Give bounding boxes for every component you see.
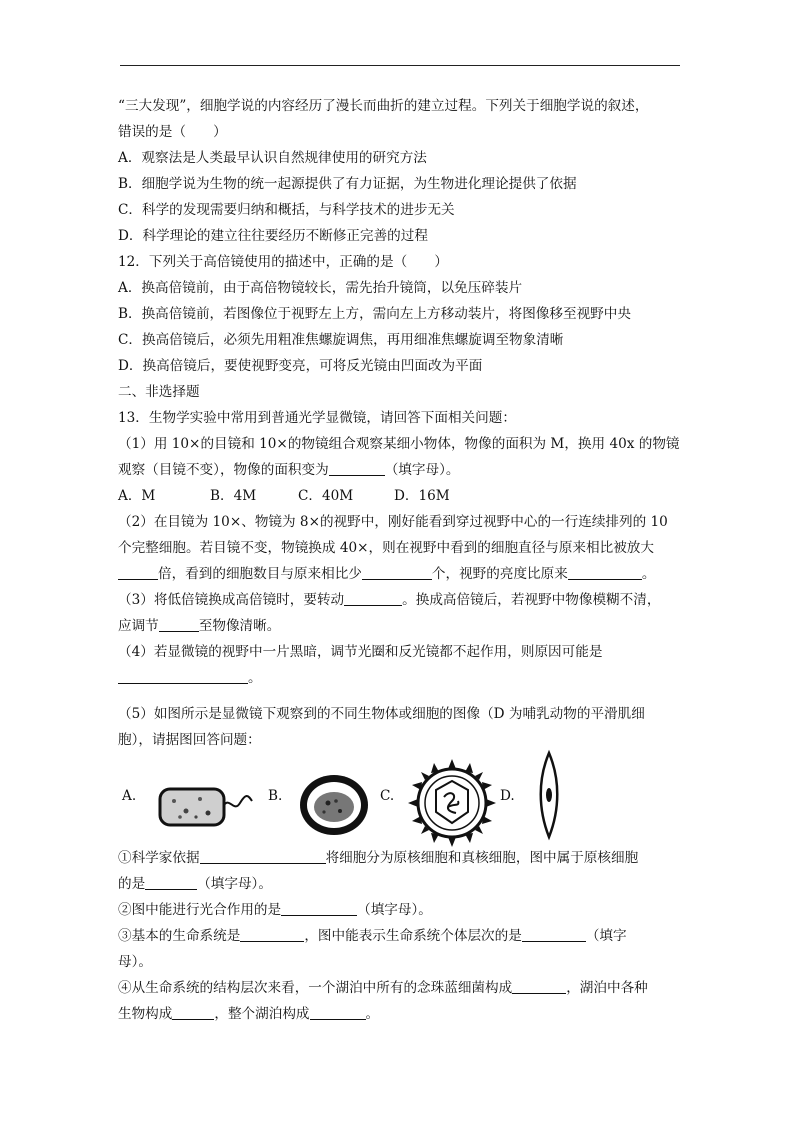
answer-blank[interactable] (172, 1004, 214, 1020)
answer-blank[interactable] (512, 978, 566, 994)
pollen-cell-image (406, 757, 498, 849)
q11-option-c: C．科学的发现需要归纳和概括，与科学技术的进步无关 (118, 202, 455, 218)
q13-sub3-line1 (118, 923, 684, 949)
q11-option-a: A．观察法是人类最早认识自然规律使用的研究方法 (118, 150, 427, 166)
answer-blank[interactable] (281, 900, 357, 916)
q13-sub2-text-a: ②图中能进行光合作用的是 (118, 902, 282, 918)
q13-sub1-text-c: 的是 (118, 876, 146, 892)
cell-figure (118, 757, 684, 845)
q13-part2-line2: 个完整细胞。若目镜不变，物镜换成 40×，则在视野中看到的细胞直径与原来相比被放大 (118, 540, 654, 556)
q11-option-d: D．科学理论的建立往往要经历不断修正完善的过程 (118, 228, 428, 244)
q13-part3-line1 (118, 587, 684, 613)
q13-option-d: D．16M (394, 488, 450, 504)
q13-part3-text-c: 应调节 (118, 618, 159, 634)
q13-sub1-text-d: （填字母）。 (197, 876, 272, 892)
q13-option-a: A．M (118, 488, 156, 504)
answer-blank[interactable] (118, 564, 158, 580)
section-heading: 二、非选择题 (118, 384, 200, 400)
q13-part4-suffix: 。 (248, 670, 262, 686)
q13-sub3-text-a: ③基本的生命系统是 (118, 928, 241, 944)
q12-option-d: D．换高倍镜后，要使视野变亮，可将反光镜由凹面改为平面 (118, 358, 483, 374)
q13-stem: 13．生物学实验中常用到普通光学显微镜，请回答下面相关问题： (118, 410, 516, 426)
q13-sub3-line2: 母）。 (118, 954, 152, 970)
q13-part1-suffix: （填字母）。 (384, 462, 460, 478)
q13-part4-line1: （4）若显微镜的视野中一片黑暗，调节光圈和反光镜都不起作用，则原因可能是 (118, 644, 603, 660)
q13-sub1-text-b: 将细胞分为原核细胞和真核细胞，图中属于原核细胞 (325, 850, 639, 866)
q13-sub3-text-c: （填字 (585, 928, 627, 944)
answer-blank[interactable] (522, 926, 586, 942)
q13-sub4-text-d: ，整个湖泊构成 (214, 1006, 310, 1022)
q13-part2-line1: （2）在目镜为 10×、物镜为 8×的视野中，刚好能看到穿过视野中心的一行连续排列的 10 (118, 514, 668, 530)
q13-part3-text-b: 。换成高倍镜后，若视野中物像模糊不清， (402, 592, 661, 608)
answer-blank[interactable] (118, 668, 248, 684)
q13-sub4-line2 (118, 1001, 684, 1027)
answer-blank[interactable] (200, 848, 326, 864)
q13-part2-text-b: 个，视野的亮度比原来 (431, 566, 568, 582)
q13-part5-line1: （5）如图所示是显微镜下观察到的不同生物体或细胞的图像（D 为哺乳动物的平滑肌细 (118, 706, 645, 722)
q13-part2-text-a: 倍，看到的细胞数目与原来相比少 (158, 566, 362, 582)
q13-part4-line2 (118, 665, 684, 691)
answer-blank[interactable] (362, 564, 432, 580)
q13-sub2 (118, 897, 684, 923)
q13-part3-line2 (118, 613, 684, 639)
q11-option-b: B．细胞学说为生物的统一起源提供了有力证据，为生物进化理论提供了依据 (118, 176, 577, 192)
q13-part1-line1: （1）用 10×的目镜和 10×的物镜组合观察某细小物体，物像的面积为 M，换用 40x 的物镜 (118, 436, 680, 452)
q13-part5-line2: 胞），请据图回答问题： (118, 732, 261, 748)
q13-option-c: C．40M (298, 488, 354, 504)
header-rule (120, 65, 680, 66)
q13-sub3-text-b: ，图中能表示生命系统个体层次的是 (304, 928, 522, 944)
q12-option-b: B．换高倍镜前，若图像位于视野左上方，需向左上方移动装片，将图像移至视野中央 (118, 306, 631, 322)
smooth-muscle-cell-image (532, 749, 566, 841)
figure-label-c: C. (380, 788, 395, 804)
q13-sub4-text-a: ④从生命系统的结构层次来看，一个湖泊中所有的念珠蓝细菌构成 (118, 980, 513, 996)
q13-part2-text-c: 。 (641, 566, 656, 582)
q13-part1-options (118, 483, 684, 509)
q13-sub4-text-c: 生物构成 (118, 1006, 173, 1022)
answer-blank[interactable] (310, 1004, 366, 1020)
q13-sub1-line1 (118, 845, 684, 871)
q11-stem-line2: 错误的是（ ） (118, 124, 227, 140)
q12-stem: 12．下列关于高倍镜使用的描述中，正确的是（ ） (118, 254, 448, 270)
answer-blank[interactable] (159, 616, 199, 632)
figure-label-a: A. (122, 788, 137, 804)
answer-blank[interactable] (329, 460, 385, 476)
q11-stem-line1: “三大发现”，细胞学说的内容经历了漫长而曲折的建立过程。下列关于细胞学说的叙述， (118, 98, 649, 114)
q12-option-c: C．换高倍镜后，必须先用粗准焦螺旋调焦，再用细准焦螺旋调至物象清晰 (118, 332, 564, 348)
answer-blank[interactable] (145, 874, 197, 890)
q13-option-b: B．4M (210, 488, 257, 504)
q13-sub2-text-b: （填字母）。 (357, 902, 432, 918)
document-body (118, 93, 684, 1027)
q13-sub4-line1 (118, 975, 684, 1001)
q13-sub4-text-b: ，湖泊中各种 (566, 980, 648, 996)
figure-label-b: B. (268, 788, 283, 804)
q13-part1-text: 观察（目镜不变），物像的面积变为 (118, 462, 329, 478)
bacterium-image (156, 777, 256, 833)
q13-sub1-line2 (118, 871, 684, 897)
answer-blank[interactable] (568, 564, 642, 580)
answer-blank[interactable] (240, 926, 304, 942)
figure-label-d: D. (500, 788, 515, 804)
q13-part3-text-d: 至物像清晰。 (198, 618, 281, 634)
answer-blank[interactable] (344, 590, 402, 606)
q13-part3-text-a: （3）将低倍镜换成高倍镜时，要转动 (118, 592, 345, 608)
q13-part1-line2 (118, 457, 684, 483)
q13-sub4-text-e: 。 (365, 1006, 380, 1022)
yeast-cell-image (294, 765, 374, 845)
q12-option-a: A．换高倍镜前，由于高倍物镜较长，需先抬升镜筒，以免压碎装片 (118, 280, 523, 296)
q13-sub1-text-a: ①科学家依据 (118, 850, 200, 866)
q13-part2-line3 (118, 561, 684, 587)
